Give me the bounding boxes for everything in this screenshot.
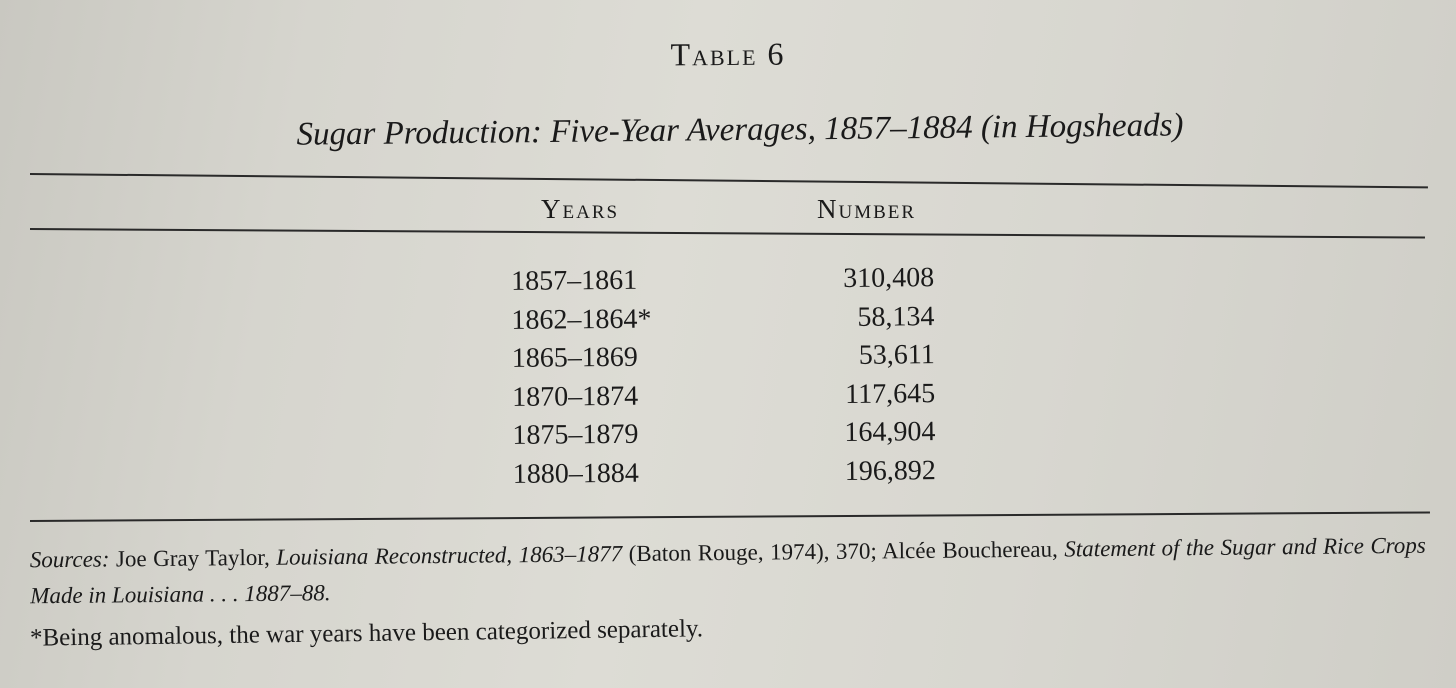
sources-label: Sources:	[29, 546, 110, 573]
table-row	[511, 301, 941, 343]
cell-number: 164,904	[844, 416, 936, 448]
cell-years: 1865–1869	[511, 341, 638, 374]
table-title: Sugar Production: Five-Year Averages, 1857–1884 (in Hogsheads)	[296, 107, 1184, 153]
sources-note	[30, 528, 1427, 615]
column-header-years: Years	[541, 194, 620, 224]
cell-number: 310,408	[842, 262, 935, 294]
table-label: Table 6	[670, 35, 786, 73]
cell-years: 1875–1879	[512, 418, 639, 451]
sources-author: Joe Gray Taylor,	[115, 544, 270, 572]
cell-years: 1862–1864*	[511, 303, 652, 336]
table-row	[512, 378, 942, 420]
header-rule	[30, 228, 1425, 239]
cell-number: 117,645	[845, 377, 936, 410]
sources-detail: (Baton Rouge, 1974), 370; Alcée Bouchereau,	[628, 536, 1058, 567]
sources-work-2: Statement of the Sugar and Rice Crops Made in Louisiana . . . 1887–88.	[30, 532, 1426, 609]
column-header-number: Number	[817, 194, 917, 224]
cell-years: 1880–1884	[512, 457, 639, 490]
sources-work-1: Louisiana Reconstructed, 1863–1877	[276, 541, 623, 570]
cell-number: 196,892	[844, 454, 936, 487]
cell-number: 53,611	[858, 339, 935, 371]
table-row	[511, 262, 941, 304]
cell-number: 58,134	[857, 300, 935, 333]
table-row	[512, 339, 942, 381]
footnote: *Being anomalous, the war years have been categorized separately.	[29, 615, 704, 652]
cell-years: 1870–1874	[512, 380, 639, 413]
table-row	[513, 455, 943, 497]
table-row	[512, 416, 942, 458]
table-body	[511, 262, 943, 497]
top-rule	[30, 173, 1428, 188]
cell-years: 1857–1861	[511, 264, 638, 297]
bottom-rule	[30, 511, 1430, 522]
